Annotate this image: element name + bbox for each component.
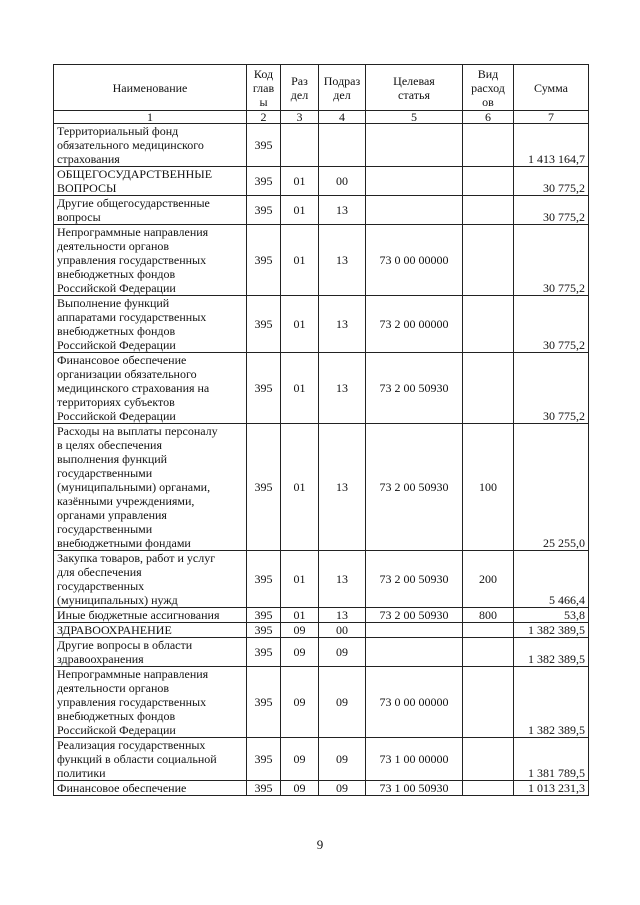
row-sum: 30 775,2 bbox=[514, 167, 589, 196]
row-name bbox=[54, 667, 247, 738]
row-name bbox=[54, 225, 247, 296]
row-code: 395 bbox=[247, 353, 281, 424]
row-name-line: внебюджетных фондов bbox=[57, 324, 176, 338]
row-name-line: организации обязательного bbox=[57, 367, 197, 381]
row-razdel: 09 bbox=[281, 781, 319, 796]
header-sum-text: Сумма bbox=[534, 80, 568, 95]
header-target bbox=[366, 65, 463, 111]
row-sum: 1 382 389,5 bbox=[514, 623, 589, 638]
row-sum: 30 775,2 bbox=[514, 353, 589, 424]
row-sum: 53,8 bbox=[514, 608, 589, 623]
row-name-line: Выполнение функций bbox=[57, 296, 170, 310]
row-code: 395 bbox=[247, 608, 281, 623]
table-row bbox=[54, 738, 589, 781]
row-name-line: здравоохранения bbox=[57, 652, 144, 666]
table-header-row bbox=[54, 65, 589, 111]
row-name-line: медицинского страхования на bbox=[57, 381, 210, 395]
table-row bbox=[54, 424, 589, 551]
row-name-line: ОБЩЕГОСУДАРСТВЕННЫЕ bbox=[57, 167, 213, 181]
row-name-line: казёнными учреждениями, bbox=[57, 494, 195, 508]
header-code-line: Код bbox=[253, 66, 274, 81]
table-row bbox=[54, 623, 589, 638]
row-name bbox=[54, 638, 247, 667]
row-code: 395 bbox=[247, 196, 281, 225]
row-sum: 30 775,2 bbox=[514, 196, 589, 225]
row-name-line: страхования bbox=[57, 152, 120, 166]
row-name-line: деятельности органов bbox=[57, 681, 170, 695]
table-row bbox=[54, 167, 589, 196]
row-name-line: (муниципальных) нужд bbox=[57, 593, 178, 607]
table-row bbox=[54, 353, 589, 424]
row-code: 395 bbox=[247, 738, 281, 781]
column-number: 7 bbox=[514, 111, 589, 124]
row-razdel: 01 bbox=[281, 608, 319, 623]
row-name-line: внебюджетными фондами bbox=[57, 536, 191, 550]
row-razdel: 01 bbox=[281, 296, 319, 353]
row-sum: 5 466,4 bbox=[514, 551, 589, 608]
row-code: 395 bbox=[247, 551, 281, 608]
row-sum: 1 381 789,5 bbox=[514, 738, 589, 781]
row-podrazdel: 09 bbox=[319, 667, 366, 738]
row-name-line: обязательного медицинского bbox=[57, 138, 204, 152]
row-target: 73 2 00 50930 bbox=[366, 608, 463, 623]
row-name-line: Российской Федерации bbox=[57, 338, 176, 352]
header-razdel-line: Раз bbox=[291, 73, 308, 88]
row-name bbox=[54, 623, 247, 638]
row-razdel: 09 bbox=[281, 623, 319, 638]
row-target: 73 2 00 00000 bbox=[366, 296, 463, 353]
header-podrazdel bbox=[319, 65, 366, 111]
table-row bbox=[54, 196, 589, 225]
row-target bbox=[366, 124, 463, 167]
header-code-line: глав bbox=[252, 80, 275, 95]
column-number: 2 bbox=[247, 111, 281, 124]
row-name-line: Российской Федерации bbox=[57, 723, 176, 737]
header-podrazdel-line: дел bbox=[333, 87, 351, 102]
row-code: 395 bbox=[247, 167, 281, 196]
row-podrazdel: 13 bbox=[319, 296, 366, 353]
row-vid bbox=[463, 353, 514, 424]
row-target bbox=[366, 196, 463, 225]
row-code: 395 bbox=[247, 623, 281, 638]
row-name-line: аппаратами государственных bbox=[57, 310, 207, 324]
row-name-line: Финансовое обеспечение bbox=[57, 353, 187, 367]
row-podrazdel: 09 bbox=[319, 638, 366, 667]
row-razdel: 01 bbox=[281, 353, 319, 424]
row-code: 395 bbox=[247, 124, 281, 167]
header-name-text: Наименование bbox=[112, 80, 188, 95]
row-vid: 100 bbox=[463, 424, 514, 551]
row-name-line: органами управления bbox=[57, 508, 167, 522]
row-name bbox=[54, 124, 247, 167]
row-razdel: 01 bbox=[281, 167, 319, 196]
table-row bbox=[54, 551, 589, 608]
row-name bbox=[54, 738, 247, 781]
row-vid bbox=[463, 667, 514, 738]
row-sum: 1 382 389,5 bbox=[514, 667, 589, 738]
row-name-line: Российской Федерации bbox=[57, 281, 176, 295]
row-name bbox=[54, 296, 247, 353]
row-vid bbox=[463, 196, 514, 225]
row-vid bbox=[463, 623, 514, 638]
row-sum: 1 413 164,7 bbox=[514, 124, 589, 167]
header-vid-line: расход bbox=[471, 80, 505, 95]
row-name-line: Другие общегосударственные bbox=[57, 196, 210, 210]
table-row bbox=[54, 608, 589, 623]
row-name-line: Реализация государственных bbox=[57, 738, 206, 752]
row-podrazdel: 00 bbox=[319, 167, 366, 196]
row-name-line: Непрограммные направления bbox=[57, 225, 209, 239]
row-name-line: Территориальный фонд bbox=[57, 124, 179, 138]
row-sum: 30 775,2 bbox=[514, 296, 589, 353]
column-number-row bbox=[54, 111, 589, 124]
row-razdel: 01 bbox=[281, 225, 319, 296]
table-row bbox=[54, 225, 589, 296]
row-code: 395 bbox=[247, 225, 281, 296]
row-name-line: Непрограммные направления bbox=[57, 667, 209, 681]
row-podrazdel: 13 bbox=[319, 551, 366, 608]
row-name bbox=[54, 196, 247, 225]
row-name-line: внебюджетных фондов bbox=[57, 267, 176, 281]
row-podrazdel: 13 bbox=[319, 608, 366, 623]
row-name bbox=[54, 353, 247, 424]
row-name-line: управления государственных bbox=[57, 695, 207, 709]
row-name-line: Российской Федерации bbox=[57, 409, 176, 423]
table-row bbox=[54, 124, 589, 167]
row-target: 73 1 00 00000 bbox=[366, 738, 463, 781]
row-vid bbox=[463, 781, 514, 796]
table-row bbox=[54, 781, 589, 796]
row-podrazdel: 09 bbox=[319, 738, 366, 781]
table-row bbox=[54, 667, 589, 738]
row-code: 395 bbox=[247, 296, 281, 353]
row-name-line: Финансовое обеспечение bbox=[57, 781, 187, 795]
header-podrazdel-line: Подраз bbox=[323, 73, 361, 88]
row-target: 73 0 00 00000 bbox=[366, 667, 463, 738]
row-name-line: Закупка товаров, работ и услуг bbox=[57, 551, 216, 565]
row-podrazdel: 13 bbox=[319, 353, 366, 424]
column-number: 3 bbox=[281, 111, 319, 124]
row-name-line: внебюджетных фондов bbox=[57, 709, 176, 723]
header-vid bbox=[463, 65, 514, 111]
row-razdel: 09 bbox=[281, 638, 319, 667]
row-podrazdel: 13 bbox=[319, 424, 366, 551]
row-target: 73 0 00 00000 bbox=[366, 225, 463, 296]
row-name-line: для обеспечения bbox=[57, 565, 142, 579]
header-code bbox=[247, 65, 281, 111]
row-target bbox=[366, 638, 463, 667]
header-vid-line: ов bbox=[482, 94, 494, 109]
row-name bbox=[54, 551, 247, 608]
header-vid-line: Вид bbox=[477, 66, 499, 81]
page-number: 9 bbox=[316, 837, 324, 852]
row-podrazdel: 13 bbox=[319, 225, 366, 296]
row-name-line: государственных bbox=[57, 579, 145, 593]
row-target bbox=[366, 167, 463, 196]
row-sum: 25 255,0 bbox=[514, 424, 589, 551]
row-target: 73 2 00 50930 bbox=[366, 353, 463, 424]
header-name bbox=[54, 65, 247, 111]
row-podrazdel: 13 bbox=[319, 196, 366, 225]
row-vid bbox=[463, 225, 514, 296]
row-target: 73 1 00 50930 bbox=[366, 781, 463, 796]
row-razdel: 09 bbox=[281, 667, 319, 738]
row-vid bbox=[463, 124, 514, 167]
row-code: 395 bbox=[247, 424, 281, 551]
row-podrazdel: 00 bbox=[319, 623, 366, 638]
table-row bbox=[54, 296, 589, 353]
row-name bbox=[54, 424, 247, 551]
column-number: 6 bbox=[463, 111, 514, 124]
budget-table bbox=[53, 64, 589, 796]
row-code: 395 bbox=[247, 638, 281, 667]
row-target: 73 2 00 50930 bbox=[366, 424, 463, 551]
row-name-line: вопросы bbox=[57, 210, 101, 224]
row-name-line: Расходы на выплаты персоналу bbox=[57, 424, 218, 438]
row-vid bbox=[463, 638, 514, 667]
row-name-line: ВОПРОСЫ bbox=[57, 181, 117, 195]
row-name-line: выполнения функций bbox=[57, 452, 168, 466]
row-name bbox=[54, 608, 247, 623]
row-target: 73 2 00 50930 bbox=[366, 551, 463, 608]
column-number: 4 bbox=[319, 111, 366, 124]
header-sum bbox=[514, 65, 589, 111]
row-vid: 200 bbox=[463, 551, 514, 608]
row-vid bbox=[463, 738, 514, 781]
row-podrazdel: 09 bbox=[319, 781, 366, 796]
row-name-line: политики bbox=[57, 766, 106, 780]
header-razdel bbox=[281, 65, 319, 111]
row-razdel: 01 bbox=[281, 551, 319, 608]
row-vid: 800 bbox=[463, 608, 514, 623]
header-razdel-line: дел bbox=[290, 87, 309, 102]
row-vid bbox=[463, 167, 514, 196]
row-sum: 1 013 231,3 bbox=[514, 781, 589, 796]
table-body bbox=[54, 124, 589, 796]
row-target bbox=[366, 623, 463, 638]
row-code: 395 bbox=[247, 781, 281, 796]
header-code-line: ы bbox=[259, 94, 268, 109]
row-razdel bbox=[281, 124, 319, 167]
row-name-line: территориях субъектов bbox=[57, 395, 175, 409]
row-code: 395 bbox=[247, 667, 281, 738]
header-target-line: Целевая bbox=[393, 73, 435, 88]
header-target-line: статья bbox=[398, 87, 430, 102]
row-name-line: в целях обеспечения bbox=[57, 438, 162, 452]
row-podrazdel bbox=[319, 124, 366, 167]
table-row bbox=[54, 638, 589, 667]
row-name-line: государственными bbox=[57, 466, 153, 480]
row-razdel: 01 bbox=[281, 196, 319, 225]
row-name bbox=[54, 781, 247, 796]
row-sum: 30 775,2 bbox=[514, 225, 589, 296]
row-name-line: функций в области социальной bbox=[57, 752, 217, 766]
column-number: 1 bbox=[54, 111, 247, 124]
row-name-line: управления государственных bbox=[57, 253, 207, 267]
row-sum: 1 382 389,5 bbox=[514, 638, 589, 667]
row-razdel: 01 bbox=[281, 424, 319, 551]
row-name-line: деятельности органов bbox=[57, 239, 170, 253]
row-name-line: (муниципальными) органами, bbox=[57, 480, 211, 494]
row-name-line: Другие вопросы в области bbox=[57, 638, 193, 652]
column-number: 5 bbox=[366, 111, 463, 124]
row-name-line: Иные бюджетные ассигнования bbox=[57, 608, 220, 622]
row-razdel: 09 bbox=[281, 738, 319, 781]
row-name bbox=[54, 167, 247, 196]
row-name-line: государственными bbox=[57, 522, 153, 536]
row-name-line: ЗДРАВООХРАНЕНИЕ bbox=[57, 623, 172, 637]
row-vid bbox=[463, 296, 514, 353]
